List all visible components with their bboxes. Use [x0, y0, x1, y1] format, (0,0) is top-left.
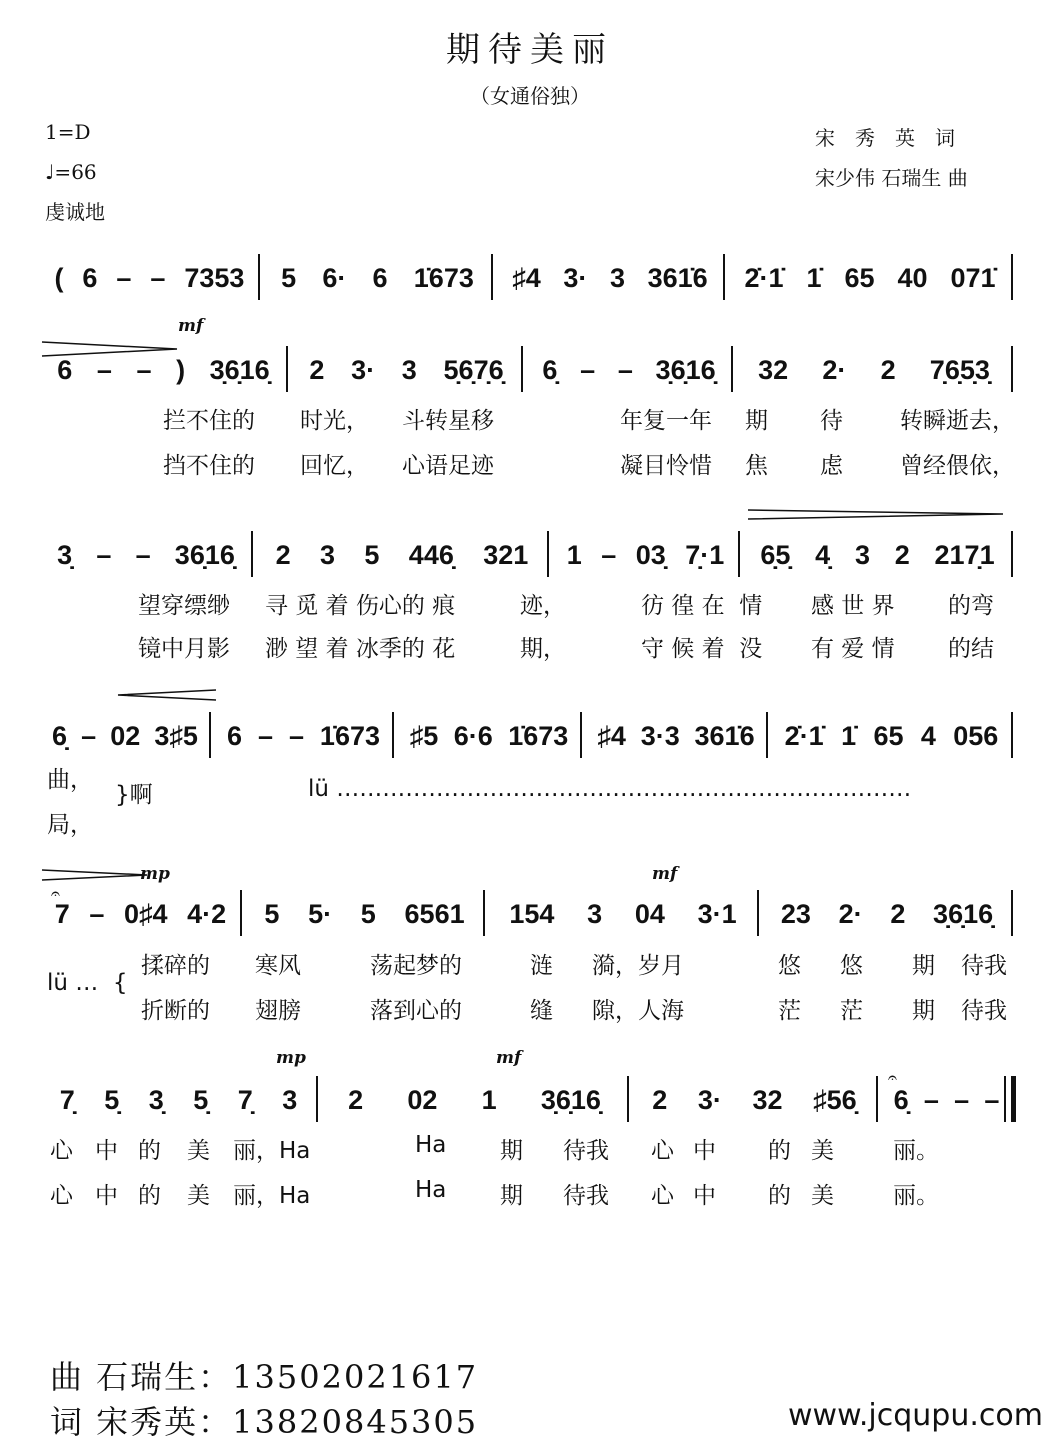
note-group: 3̣ — [57, 539, 73, 570]
note-group: 6̣5̣ — [760, 539, 791, 570]
note-group: 1̇673 — [413, 262, 474, 293]
note-group: 2 — [348, 1084, 364, 1115]
note-group: 6· — [322, 262, 347, 293]
note-group: 7 — [54, 898, 70, 929]
lyric-verse-2: 折断的 — [141, 998, 210, 1024]
composer-credit: 宋少伟 石瑞生 曲 — [815, 166, 968, 190]
note-group: 23 — [780, 898, 811, 929]
measure — [45, 258, 254, 298]
note-group: ♯4 — [597, 720, 626, 751]
lyric-verse-2: 局， — [47, 812, 93, 838]
lyric-verse-1: lü ………………………………………………………………… — [308, 776, 912, 802]
note-group: – — [257, 720, 273, 751]
note-group: 03̣ — [635, 539, 666, 570]
note-group: 3̣6̣16̣ — [655, 354, 716, 385]
note-group: 4 — [920, 720, 936, 751]
lyric-verse-1: 美 — [811, 1138, 834, 1164]
barline — [240, 890, 242, 936]
note-group: 4·2 — [187, 898, 227, 929]
lyric-verse-2: 挡不住的 — [163, 453, 255, 479]
measure — [501, 258, 719, 298]
lyric-verse-2: 曾经偎依， — [900, 453, 1015, 479]
lyric-verse-2: 的 — [768, 1183, 791, 1209]
note-group: 02 — [110, 720, 141, 751]
lyric-verse-2: 茫 — [778, 998, 801, 1024]
note-group: – — [984, 1084, 1000, 1115]
note-group: 6 — [372, 262, 388, 293]
final-barline — [1011, 1076, 1016, 1122]
barline — [483, 890, 485, 936]
note-group: 3 — [587, 898, 603, 929]
decrescendo-hairpin — [748, 508, 1008, 524]
note-group: 3̣ — [148, 1084, 164, 1115]
note-group: 2· — [838, 898, 863, 929]
lyric-verse-1: 寒风 — [255, 953, 301, 979]
lyric-verse-1: 心 — [50, 1138, 73, 1164]
barline — [723, 254, 725, 300]
note-group: 6·6 — [453, 720, 493, 751]
note-group: 65 — [873, 720, 904, 751]
lyric-verse-1: Ha — [415, 1132, 447, 1158]
crescendo-hairpin — [118, 688, 218, 704]
note-group: 3·3 — [640, 720, 680, 751]
lyric-verse-1: 涟 — [530, 953, 553, 979]
note-group: 7353 — [184, 262, 245, 293]
note-group: 3· — [697, 1084, 722, 1115]
expression-marking: 虔诚地 — [45, 200, 105, 224]
staff-row — [0, 535, 1060, 662]
barline — [392, 712, 394, 758]
note-group: 3 — [320, 539, 336, 570]
note-group: 5· — [308, 898, 333, 929]
note-group: – — [136, 354, 152, 385]
lyric-verse-1: 感 世 界 — [811, 593, 895, 619]
lyric-verse-2: 期， — [520, 636, 566, 662]
note-group: ) — [176, 354, 186, 385]
barline — [251, 531, 253, 577]
lyric-verse-1: 期 — [500, 1138, 523, 1164]
note-group: 361̇6 — [694, 720, 755, 751]
lyric-verse-2: 镜中月影 — [138, 636, 230, 662]
note-group: 6̣ — [893, 1084, 909, 1115]
lyric-verse-2: 美 — [811, 1183, 834, 1209]
note-group: 6 — [82, 262, 98, 293]
note-group: – — [96, 354, 112, 385]
note-group: ♯56̣ — [813, 1084, 857, 1115]
tempo-marking: ♩=66 — [45, 160, 97, 184]
lyric-verse-1: 转瞬逝去， — [900, 408, 1015, 434]
measure — [268, 258, 487, 298]
lyric-verse-2: 待我 — [563, 1183, 609, 1209]
note-group: – — [954, 1084, 970, 1115]
barline — [491, 254, 493, 300]
note-group: 2 — [880, 354, 896, 385]
note-group: 5̣ — [104, 1084, 120, 1115]
note-group: 1 — [566, 539, 582, 570]
note-group: 5̣6̣7̣6̣ — [443, 354, 504, 385]
note-group: 2 — [894, 539, 910, 570]
lyric-verse-1: 中 — [95, 1138, 118, 1164]
note-group: 3· — [563, 262, 588, 293]
note-group: 056 — [953, 720, 999, 751]
lyric-verse-1: 悠 — [840, 953, 863, 979]
measure — [45, 1080, 312, 1120]
lyric-verse-1: 曲， — [47, 767, 93, 793]
lyricist-contact: 词 宋秀英：13820845305 — [50, 1403, 479, 1441]
note-group: – — [923, 1084, 939, 1115]
lyric-verse-2: 期 — [912, 998, 935, 1024]
note-group: 32 — [758, 354, 789, 385]
lyric-prefix: lü … { — [47, 970, 128, 996]
measure — [637, 1080, 872, 1120]
note-group: 321 — [483, 539, 529, 570]
note-group: 1̇673 — [319, 720, 380, 751]
note-group: 5 — [360, 898, 376, 929]
note-group: 6 — [226, 720, 242, 751]
lyric-verse-1: 期 — [745, 408, 768, 434]
lyric-verse-1: 美 — [187, 1138, 210, 1164]
lyric-verse-1: }啊 — [115, 782, 153, 808]
note-group: 3·1 — [697, 898, 737, 929]
note-group: 3 — [401, 354, 417, 385]
barline — [1011, 531, 1013, 577]
lyric-verse-2: 落到心的 — [370, 998, 462, 1024]
lyric-verse-1: 迹， — [520, 593, 566, 619]
lyric-verse-1: 荡起梦的 — [370, 953, 462, 979]
barline — [547, 531, 549, 577]
measure — [261, 535, 543, 575]
measure — [45, 535, 247, 575]
lyric-verse-1: 的 — [138, 1138, 161, 1164]
note-group: 65 — [844, 262, 875, 293]
note-group: 02 — [407, 1084, 438, 1115]
lyric-verse-2: 缝 — [530, 998, 553, 1024]
lyric-verse-1: 中 — [693, 1138, 716, 1164]
lyric-verse-1: 年复一年 — [620, 408, 712, 434]
note-group: – — [89, 898, 105, 929]
note-group: 7̣ — [59, 1084, 75, 1115]
note-group: – — [135, 539, 151, 570]
note-group: 3· — [351, 354, 376, 385]
note-group: 2 — [652, 1084, 668, 1115]
site-watermark: www.jcqupu.com — [788, 1398, 1043, 1433]
note-group: 3♯5 — [154, 720, 198, 751]
note-group: 6̣ — [52, 720, 68, 751]
lyric-verse-2: 焦 — [745, 453, 768, 479]
note-group: 2̇·1̇ — [744, 262, 784, 293]
composer-contact: 曲 石瑞生：13502021617 — [50, 1358, 479, 1396]
staff-row — [0, 716, 1060, 838]
note-group: – — [288, 720, 304, 751]
note-group: 5 — [264, 898, 280, 929]
note-group: 2 — [890, 898, 906, 929]
measure — [45, 716, 205, 756]
note-group: – — [81, 720, 97, 751]
lyric-verse-1: 时光， — [300, 408, 369, 434]
lyric-verse-1: 望穿缥缈 — [138, 593, 230, 619]
lyric-verse-2: 心 — [651, 1183, 674, 1209]
lyric-verse-2: 美 — [187, 1183, 210, 1209]
lyric-verse-1: 待我 — [961, 953, 1007, 979]
fermata-icon: 𝄐 — [888, 1068, 897, 1087]
note-group: – — [601, 539, 617, 570]
dynamic-mark: mf — [178, 316, 204, 336]
lyric-verse-2: 回忆， — [300, 453, 369, 479]
key-signature: 1=D — [45, 120, 91, 144]
note-group: 446̣ — [408, 539, 454, 570]
measure — [45, 894, 236, 934]
note-group: 3 — [282, 1084, 298, 1115]
lyric-verse-1: 待 — [820, 408, 843, 434]
note-group: 7̣ — [237, 1084, 253, 1115]
song-subtitle: （女通俗独） — [470, 84, 590, 108]
barline — [1011, 890, 1013, 936]
lyric-verse-2: 心语足迹 — [402, 453, 494, 479]
measure — [326, 1080, 623, 1120]
lyric-verse-2: 有 爱 情 — [811, 636, 895, 662]
fermata-icon: 𝄐 — [51, 884, 60, 903]
staff-row — [0, 258, 1060, 298]
note-group: – — [150, 262, 166, 293]
lyric-verse-1: 的弯 — [948, 593, 994, 619]
note-group: 5 — [281, 262, 297, 293]
staff-row — [0, 894, 1060, 1024]
lyric-verse-1: 丽，Ha — [233, 1138, 311, 1164]
lyric-verse-2: 中 — [95, 1183, 118, 1209]
lyric-verse-2: 凝目怜惜 — [620, 453, 712, 479]
dynamic-mark: mf — [496, 1048, 522, 1068]
barline — [731, 346, 733, 392]
barline — [1011, 712, 1013, 758]
measure — [493, 894, 753, 934]
lyric-verse-1: 心 — [651, 1138, 674, 1164]
barline — [738, 531, 740, 577]
lyric-verse-2: 心 — [50, 1183, 73, 1209]
lyric-verse-2: 丽。 — [893, 1183, 939, 1209]
measure — [250, 894, 479, 934]
lyric-verse-2: 守 候 着 没 — [641, 636, 763, 662]
lyric-verse-2: 期 — [500, 1183, 523, 1209]
barline — [286, 346, 288, 392]
lyric-verse-2: 翅膀 — [255, 998, 301, 1024]
barline — [580, 712, 582, 758]
note-group: 32 — [752, 1084, 783, 1115]
note-group: 361̇6 — [647, 262, 708, 293]
note-group: – — [96, 539, 112, 570]
note-group: 6 — [57, 354, 73, 385]
note-group: 071̇ — [950, 262, 996, 293]
barline — [258, 254, 260, 300]
note-group: 217̣1 — [934, 539, 995, 570]
note-group: 3̣6̣16̣ — [540, 1084, 601, 1115]
note-group: 2 — [275, 539, 291, 570]
note-group: 7̣·1 — [685, 539, 725, 570]
lyric-verse-1: 彷 徨 在 情 — [641, 593, 763, 619]
measure — [531, 350, 727, 390]
measure — [767, 894, 1007, 934]
lyric-verse-1: 悠 — [778, 953, 801, 979]
lyric-verse-2: 中 — [693, 1183, 716, 1209]
note-group: 1̇ — [841, 720, 857, 751]
note-group: – — [116, 262, 132, 293]
decrescendo-hairpin — [42, 340, 182, 360]
barline — [1011, 346, 1013, 392]
lyric-verse-1: 拦不住的 — [163, 408, 255, 434]
lyric-verse-1: 斗转星移 — [402, 408, 494, 434]
note-group: 40 — [897, 262, 928, 293]
barline — [627, 1076, 629, 1122]
song-title: 期待美丽 — [446, 30, 614, 70]
dynamic-mark: mf — [652, 864, 678, 884]
measure — [748, 535, 1007, 575]
barline — [1004, 1076, 1006, 1122]
measure — [741, 350, 1007, 390]
barline — [209, 712, 211, 758]
lyric-verse-2: Ha — [415, 1177, 447, 1203]
decrescendo-hairpin — [42, 868, 152, 884]
barline — [1011, 254, 1013, 300]
note-group: 3̣6̣16̣ — [933, 898, 994, 929]
note-group: 5 — [364, 539, 380, 570]
barline — [876, 1076, 878, 1122]
staff-row — [0, 1080, 1060, 1209]
measure — [296, 350, 517, 390]
measure — [733, 258, 1007, 298]
note-group: 4̣ — [815, 539, 831, 570]
lyric-verse-2: 待我 — [961, 998, 1007, 1024]
note-group: ♯4 — [512, 262, 541, 293]
note-group: – — [617, 354, 633, 385]
note-group: 154 — [509, 898, 555, 929]
barline — [757, 890, 759, 936]
lyric-verse-1: 漪，岁月 — [592, 953, 684, 979]
lyric-verse-1: 寻 觅 着 伤心的 痕 — [265, 593, 456, 619]
lyric-verse-2: 虑 — [820, 453, 843, 479]
lyricist-credit: 宋 秀 英 词 — [815, 126, 955, 150]
note-group: 2̇·1̇ — [784, 720, 824, 751]
lyric-verse-2: 丽，Ha — [233, 1183, 311, 1209]
measure — [590, 716, 762, 756]
note-group: 2 — [309, 354, 325, 385]
note-group: ♯5 — [409, 720, 439, 751]
measure — [219, 716, 388, 756]
dynamic-mark: mp — [276, 1048, 306, 1068]
note-group: 7̣6̣5̣3̣ — [929, 354, 990, 385]
note-group: 2· — [822, 354, 847, 385]
note-group: 3 — [609, 262, 626, 293]
lyric-verse-1: 揉碎的 — [141, 953, 210, 979]
note-group: – — [580, 354, 596, 385]
lyric-verse-1: 待我 — [563, 1138, 609, 1164]
lyric-verse-1: 的 — [768, 1138, 791, 1164]
measure — [886, 1080, 1007, 1120]
measure — [557, 535, 734, 575]
lyric-verse-1: 丽。 — [893, 1138, 939, 1164]
note-group: 0♯4 — [124, 898, 168, 929]
measure — [776, 716, 1007, 756]
note-group: 1̇673 — [508, 720, 569, 751]
barline — [316, 1076, 318, 1122]
lyric-verse-2: 茫 — [840, 998, 863, 1024]
lyric-verse-2: 渺 望 着 冰季的 花 — [265, 636, 456, 662]
note-group: 3̣6̣16̣ — [209, 354, 270, 385]
barline — [766, 712, 768, 758]
dynamic-mark: mp — [140, 864, 170, 884]
note-group: 5̣ — [193, 1084, 209, 1115]
measure — [402, 716, 576, 756]
lyric-verse-1: 期 — [912, 953, 935, 979]
note-group: 6̣ — [542, 354, 558, 385]
note-group: ( — [54, 262, 64, 293]
lyric-verse-2: 的结 — [948, 636, 994, 662]
note-group: 04 — [634, 898, 665, 929]
note-group: 1 — [481, 1084, 497, 1115]
note-group: 6561 — [404, 898, 465, 929]
lyric-verse-2: 的 — [138, 1183, 161, 1209]
note-group: 3 — [854, 539, 870, 570]
lyric-verse-2: 隙，人海 — [592, 998, 684, 1024]
barline — [521, 346, 523, 392]
note-group: 36̣16̣ — [174, 539, 235, 570]
note-group: 1̇ — [806, 262, 822, 293]
